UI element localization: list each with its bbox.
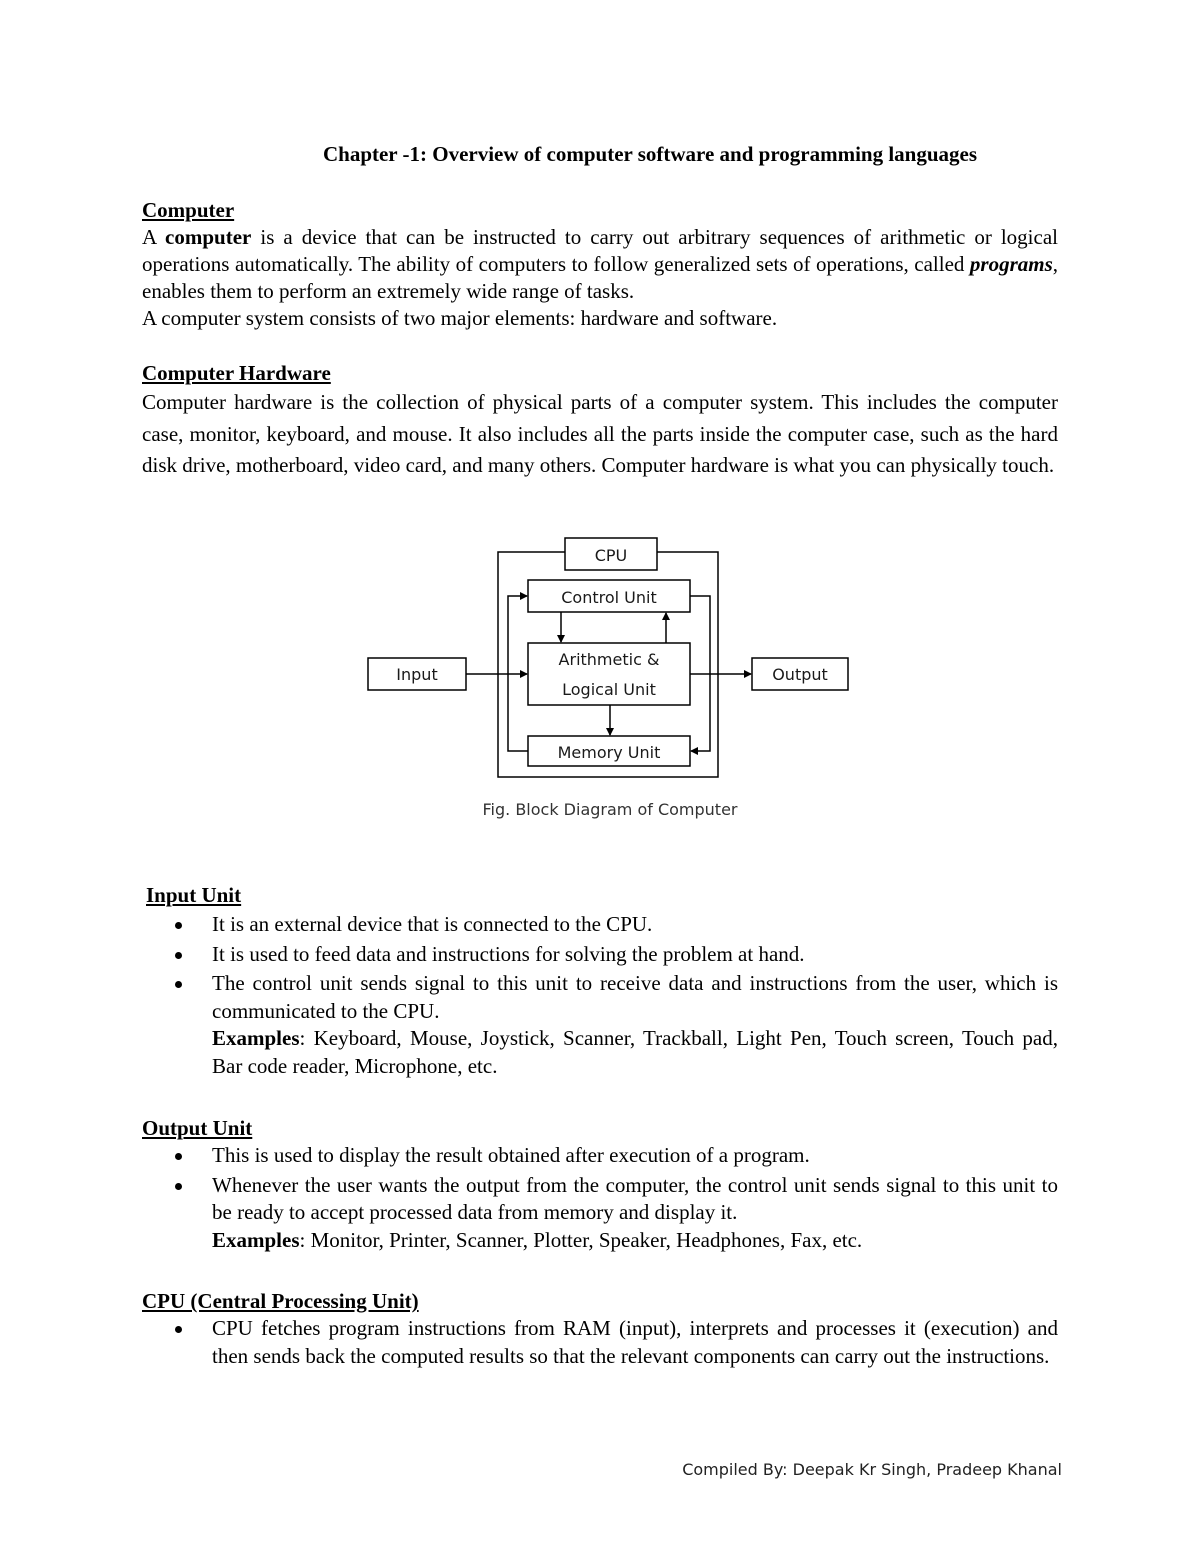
output-unit-heading: Output Unit	[142, 1116, 253, 1140]
examples-label: Examples	[212, 1227, 300, 1252]
list-item	[142, 911, 1058, 939]
hardware-heading: Computer Hardware	[142, 361, 331, 385]
cpu-list	[142, 1315, 1058, 1370]
output-unit-list	[142, 1142, 1058, 1254]
definition-bold-term: computer	[165, 225, 252, 249]
list-item-text: This is used to display the result obtained after execution of a program.	[212, 1143, 810, 1167]
input-label: Input	[396, 665, 438, 684]
list-item	[142, 1315, 1058, 1370]
definition-italic-term: programs	[969, 252, 1053, 276]
computer-definition	[142, 224, 1058, 305]
computer-heading: Computer	[142, 198, 235, 222]
page-footer: Compiled By: Deepak Kr Singh, Pradeep Khanal	[682, 1460, 1062, 1479]
input-unit-heading: Input Unit	[146, 883, 242, 907]
cpu-section	[142, 1288, 1058, 1372]
control-unit-label: Control Unit	[561, 588, 657, 607]
list-item-text: The control unit sends signal to this unit to receive data and instructions from the user, which is communicated to the CPU.	[212, 971, 1058, 1023]
list-item	[142, 941, 1058, 969]
alu-label-line1: Arithmetic &	[558, 650, 660, 669]
hardware-text: Computer hardware is the collection of physical parts of a computer system. This includes the computer case, monitor, keyboard, and mouse. It also includes all the parts inside the computer case, such as the hard disk drive, motherboard, video card, and many others. Computer hardware is what you can physically touch.	[142, 390, 1058, 477]
input-unit-section	[146, 882, 1062, 909]
output-unit-section	[142, 1115, 1058, 1256]
bullet-icon	[175, 1326, 182, 1333]
input-examples	[212, 1025, 1058, 1080]
definition-post: , enables them to perform an extremely wide range of tasks.	[142, 252, 1058, 303]
bullet-icon	[175, 981, 182, 988]
examples-text: : Monitor, Printer, Scanner, Plotter, Speaker, Headphones, Fax, etc.	[299, 1227, 863, 1252]
list-item-text: CPU fetches program instructions from RAM (input), interprets and processes it (execution) and then sends back the computed results so that the relevant components can carry out the instructions.	[212, 1316, 1058, 1368]
computer-system-sentence: A computer system consists of two major elements: hardware and software.	[142, 306, 778, 330]
list-item-text: Whenever the user wants the output from the computer, the control unit sends signal to this unit to be ready to accept processed data from memory and display it.	[212, 1172, 1058, 1224]
examples-text: : Keyboard, Mouse, Joystick, Scanner, Trackball, Light Pen, Touch screen, Touch pad, Bar code reader, Microphone, etc.	[212, 1026, 1058, 1078]
input-unit-list-wrap	[142, 911, 1058, 1082]
list-item	[142, 1142, 1058, 1170]
cpu-heading: CPU (Central Processing Unit)	[142, 1289, 419, 1313]
output-examples	[212, 1227, 1058, 1255]
computer-section	[142, 197, 1058, 332]
output-label: Output	[772, 665, 828, 684]
bullet-icon	[175, 1183, 182, 1190]
hardware-section	[142, 360, 1058, 482]
bullet-icon	[175, 952, 182, 959]
list-item-text: It is an external device that is connected to the CPU.	[212, 912, 653, 936]
bullet-icon	[175, 1153, 182, 1160]
bullet-icon	[175, 922, 182, 929]
input-unit-list	[142, 911, 1058, 1080]
list-item	[142, 970, 1058, 1080]
definition-pre: A	[142, 225, 166, 249]
chapter-title: Chapter -1: Overview of computer software and programming languages	[322, 142, 978, 166]
block-diagram	[360, 530, 860, 790]
list-item	[142, 1172, 1058, 1255]
memory-unit-label: Memory Unit	[557, 743, 661, 762]
list-item-text: It is used to feed data and instructions for solving the problem at hand.	[212, 941, 805, 966]
figure-caption: Fig. Block Diagram of Computer	[482, 800, 738, 819]
alu-label-line2: Logical Unit	[562, 680, 656, 699]
examples-label: Examples	[212, 1026, 300, 1050]
cpu-label: CPU	[594, 546, 628, 565]
definition-mid: is a device that can be instructed to carry out arbitrary sequences of arithmetic or logical operations automatically. The ability of computers to follow generalized sets of operations, called	[142, 225, 1058, 276]
